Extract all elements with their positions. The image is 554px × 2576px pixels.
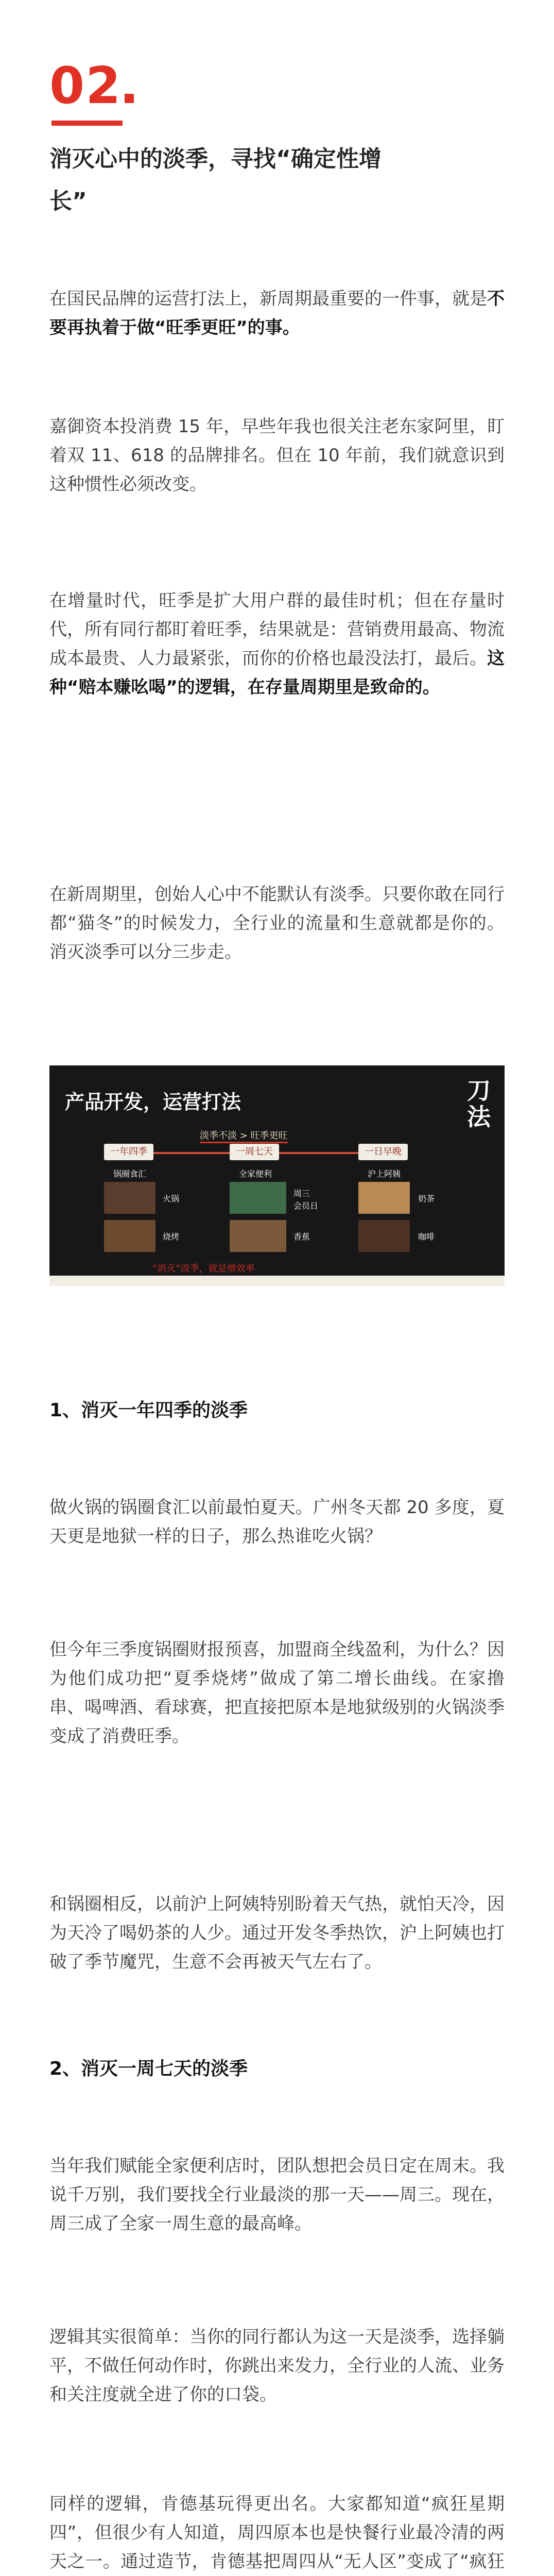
banner-logo-text: 刀 法	[467, 1077, 491, 1131]
intro-p3-bold: 这种“赔本赚吆喝”的逻辑，在存量周期里是致命的。	[49, 648, 505, 698]
seasons-paragraph-3: 和锅圈相反，以前沪上阿姨特别盼着天气热，就怕天冷，因为天冷了喝奶茶的人少。通过开发冬季热饮，沪上阿姨也打破了季节魔咒，生意不会再被天气左右了。	[49, 1894, 505, 1972]
week-paragraph-3: 同样的逻辑，肯德基玩得更出名。大家都知道“疯狂星期四”，但很少有人知道，周四原本也是快餐行业最冷清的两天之一。通过造节，肯德基把周四从“无人区”变成了“疯狂	[49, 2494, 505, 2572]
banner-label-wednesday: 周三	[293, 1189, 310, 1198]
intro-paragraph-3	[49, 586, 505, 702]
seasons-paragraph-1: 做火锅的锅圈食汇以前最怕夏天。广州冬天都 20 多度，夏天更是地狱一样的日子，那么热谁吃火锅？	[49, 1497, 505, 1547]
section-title-line1: 消灭心中的淡季，寻找“确定性增	[49, 146, 382, 172]
subheading-seasons: 1、消灭一年四季的淡季	[49, 1400, 248, 1421]
section-number-underline	[51, 121, 123, 126]
banner-bottom-bar	[49, 1276, 505, 1286]
subheading-week: 2、消灭一周七天的淡季	[49, 2058, 248, 2079]
banner-item-guoquan: 锅圈食汇	[113, 1169, 147, 1179]
intro-p1-bold: 不要再执着于做“旺季更旺”的事。	[49, 289, 505, 338]
banner-chip-week: 一周七天	[230, 1144, 279, 1160]
banner-photo-milk-tea	[358, 1182, 410, 1214]
section-number-text: 02	[49, 57, 122, 115]
banner-caption: “消灭”淡季，就是增效率	[152, 1263, 255, 1274]
section-number-dot	[125, 94, 134, 103]
banner-label-coffee: 咖啡	[418, 1232, 435, 1242]
intro-paragraph-4: 在新周期里，创始人心中不能默认有淡季。只要你敢在同行都“猫冬”的时候发力，全行业的流量和生意就都是你的。消灭淡季可以分三步走。	[49, 884, 505, 962]
banner-logo	[464, 1077, 493, 1131]
section-number	[49, 57, 134, 115]
banner-label-milk-tea: 奶茶	[418, 1194, 435, 1204]
banner-photo-hotpot	[104, 1182, 155, 1214]
seasons-paragraph-2: 但今年三季度锅圈财报预喜，加盟商全线盈利，为什么？因为他们成功把“夏季烧烤”做成了第二增长曲线。在家撸串、喝啤酒、看球赛，把直接把原本是地狱级别的火锅淡季变成了消费旺季。	[49, 1639, 505, 1747]
intro-paragraph-2: 嘉御资本投消费 15 年，早些年我也很关注老东家阿里，盯着双 11、618 的品牌排名。但在 10 年前，我们就意识到这种惯性必须改变。	[49, 416, 505, 495]
banner-label-bbq: 烧烤	[163, 1232, 180, 1242]
intro-p3-text: 在增量时代，旺季是扩大用户群的最佳时机；但在存量时代，所有同行都盯着旺季，结果就是：营销费用最高、物流成本最贵、人力最紧张，而你的价格也最没法打，最后。	[49, 590, 505, 669]
banner-label-member-day: 会员日	[293, 1201, 319, 1211]
intro-p1-text: 在国民品牌的运营打法上，新周期最重要的一件事，就是	[49, 289, 487, 309]
week-paragraph-1: 当年我们赋能全家便利店时，团队想把会员日定在周末。我说千万别，我们要找全行业最淡的那一天——周三。现在，周三成了全家一周生意的最高峰。	[49, 2156, 505, 2234]
banner-item-familymart: 全家便利	[239, 1169, 272, 1179]
banner-photo-store	[230, 1182, 286, 1214]
section-title-line2: 长”	[49, 188, 87, 214]
banner-chip-day: 一日早晚	[358, 1144, 408, 1160]
strategy-banner-image	[49, 1065, 505, 1286]
banner-label-hotpot: 火锅	[163, 1194, 180, 1204]
banner-chip-seasons: 一年四季	[104, 1144, 153, 1160]
intro-paragraph-1	[49, 284, 505, 342]
banner-subtitle: 淡季不淡 > 旺季更旺	[200, 1128, 288, 1143]
banner-title: 产品开发，运营打法	[65, 1091, 241, 1113]
section-title	[49, 138, 505, 223]
banner-item-hushang: 沪上阿姨	[368, 1169, 401, 1179]
banner-photo-coffee	[358, 1220, 410, 1252]
banner-photo-bbq	[104, 1220, 155, 1252]
banner-photo-snack	[230, 1220, 286, 1252]
week-paragraph-2: 逻辑其实很简单：当你的同行都认为这一天是淡季，选择躺平，不做任何动作时，你跳出来发力，全行业的人流、业务和关注度就全进了你的口袋。	[49, 2327, 505, 2405]
banner-label-banana: 香蕉	[293, 1232, 310, 1242]
